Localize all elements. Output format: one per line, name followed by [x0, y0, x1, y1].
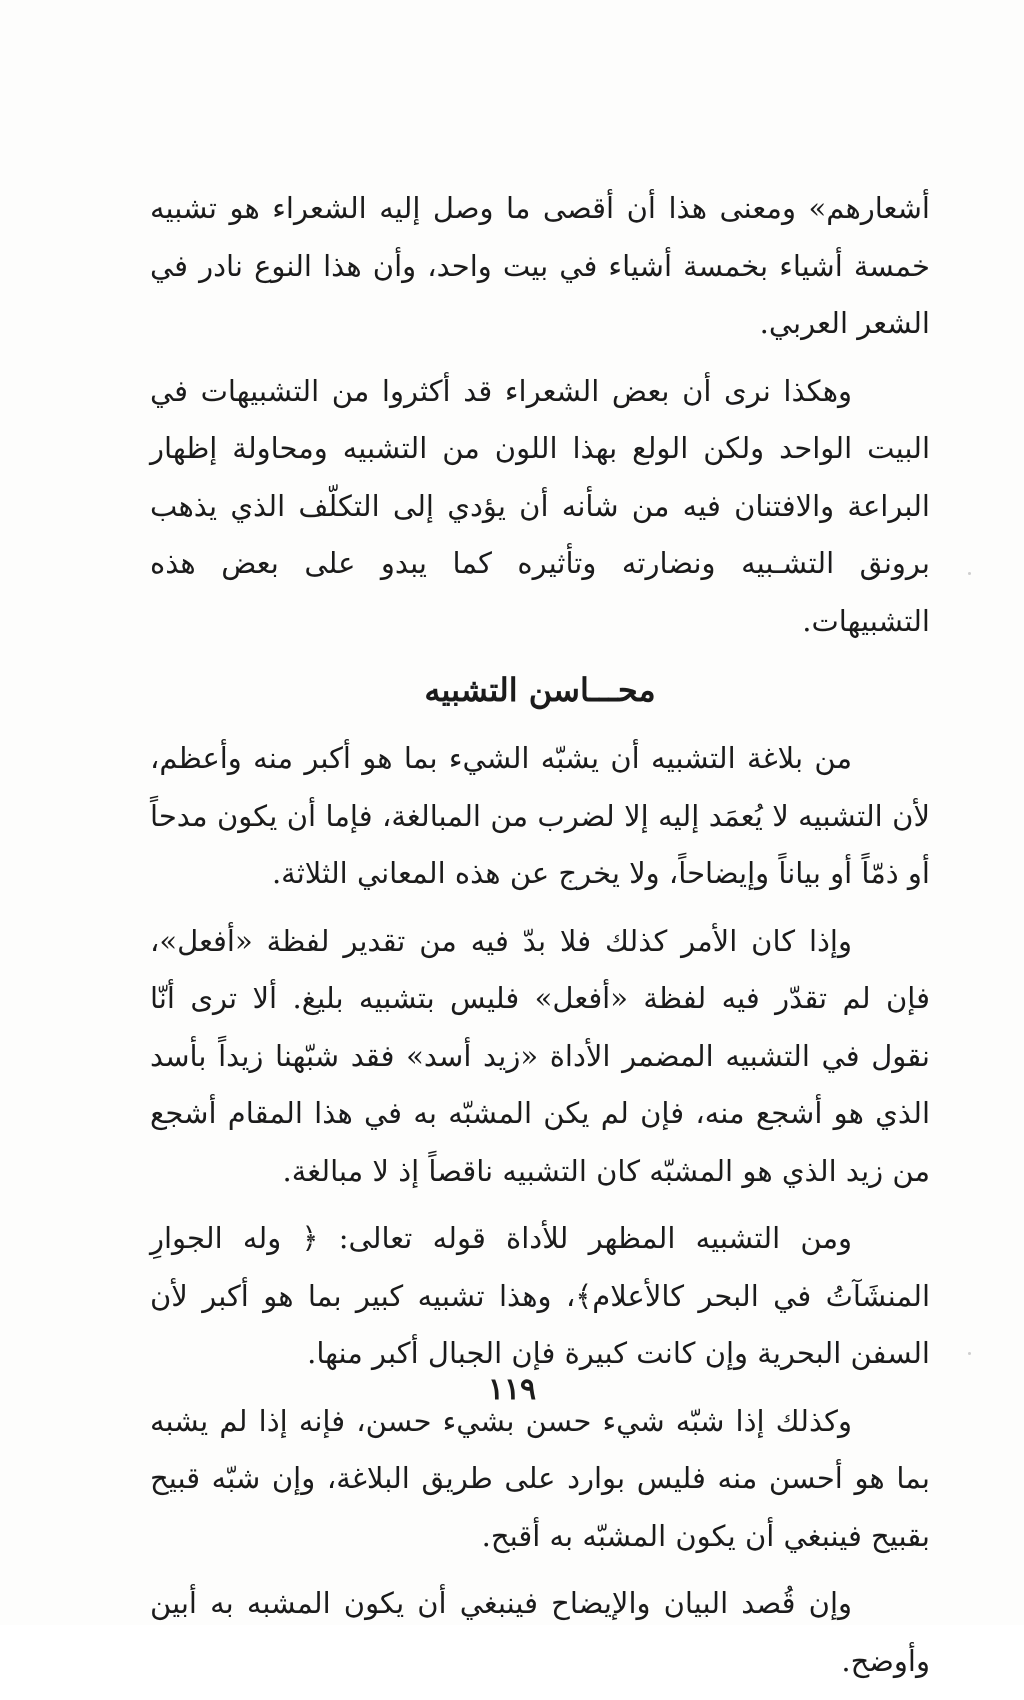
scan-speck [968, 572, 971, 575]
body-text [150, 180, 930, 1700]
section-heading: محـــاسن التشبيه [424, 671, 656, 709]
paragraph: وإن قُصد البيان والإيضاح فينبغي أن يكون المشبه به أبين وأوضح. [150, 1586, 930, 1678]
paragraph: وكذلك إذا شبّه شيء حسن بشيء حسن، فإنه إذا لم يشبه بما هو أحسن منه فليس بوارد على طريق البلاغة، وإن شبّه قبيح بقبيح فينبغي أن يكون المشبّه به أقبح. [150, 1403, 930, 1553]
paragraph: ومن التشبيه المظهر للأداة قوله تعالى: ﴿ وله الجوارِ المنشَآتُ في البحر كالأعلام﴾، وهذا تشبيه كبير بما هو أكبر لأن السفن البحرية وإن كانت كبيرة فإن الجبال أكبر منها. [150, 1221, 930, 1370]
scan-speck [968, 1352, 971, 1355]
paragraph: أشعارهم» ومعنى هذا أن أقصى ما وصل إليه الشعراء هو تشبيه خمسة أشياء بخمسة أشياء في بيت واحد، وأن هذا النوع نادر في الشعر العربي. [150, 191, 930, 340]
paragraph: من بلاغة التشبيه أن يشبّه الشيء بما هو أكبر منه وأعظم، لأن التشبيه لا يُعمَد إليه إلا لضرب من المبالغة، فإما أن يكون مدحاً أو ذمّاً أو بياناً وإيضاحاً، ولا يخرج عن هذه المعاني الثلاثة. [150, 741, 930, 890]
paragraph: وإذا كان الأمر كذلك فلا بدّ فيه من تقدير لفظة «أفعل»، فإن لم تقدّر فيه لفظة «أفعل» فليس بتشبيه بليغ. ألا ترى أنّا نقول في التشبيه المضمر الأداة «زيد أسد» فقد شبّهنا زيداً بأسد الذي هو أشجع منه، فإن لم يكن المشبّه به في هذا المقام أشجع من زيد الذي هو المشبّه كان التشبيه ناقصاً إذ لا مبالغة. [150, 923, 931, 1188]
page-number: ١١٩ [487, 1372, 537, 1407]
paragraph: وهكذا نرى أن بعض الشعراء قد أكثروا من التشبيهات في البيت الواحد ولكن الولع بهذا اللون من التشبيه ومحاولة إظهار البراعة والافتنان فيه من شأنه أن يؤدي إلى التكلّف الذي يذهب برونق التشـبيه ونضارته وتأثيره كما يبدو على بعض هذه التشبيهات. [150, 373, 930, 638]
